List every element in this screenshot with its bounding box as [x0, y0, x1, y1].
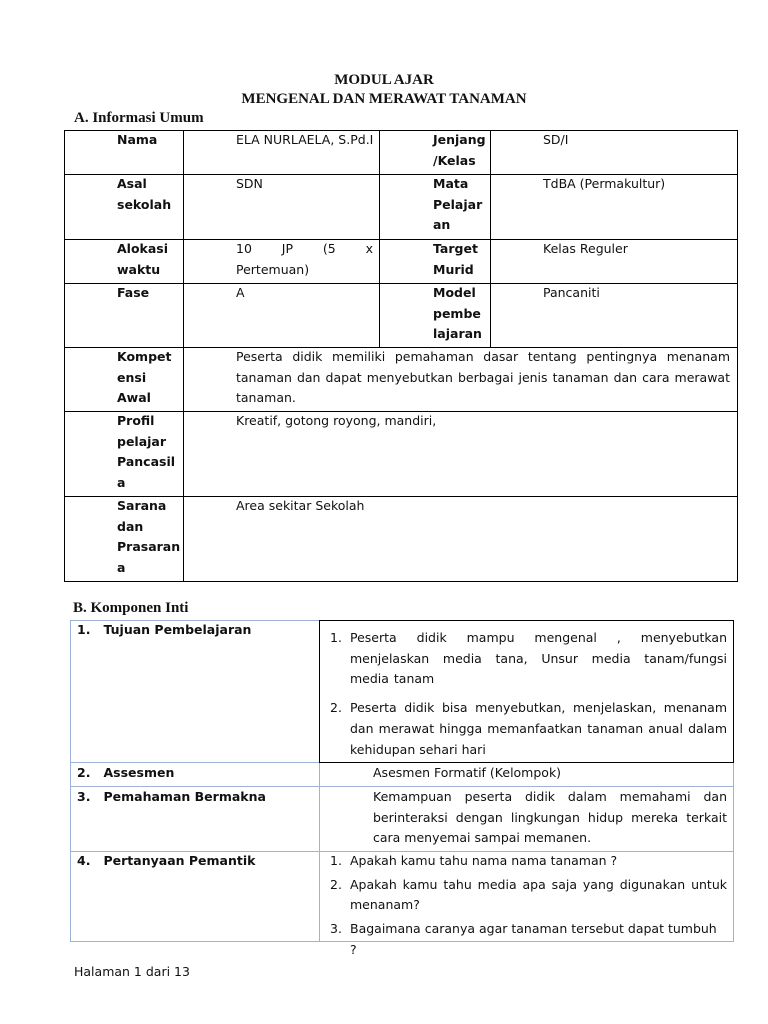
tujuan-pembelajaran-label: 1. Tujuan Pembelajaran: [77, 622, 252, 637]
target-murid-label: [433, 239, 489, 280]
assesmen-value: Asesmen Formatif (Kelompok): [373, 765, 562, 780]
kompetensi-awal-value: Peserta didik memiliki pemahaman dasar tentang pentingnya menanam tanaman dan dapat menyebutkan berbagai jenis tanaman dan cara merawat tanaman.: [236, 349, 730, 406]
label-line: Prasaran: [117, 539, 181, 555]
list-text: Apakah kamu tahu nama nama tanaman ?: [350, 853, 618, 868]
list-number: 1.: [330, 853, 342, 868]
pertanyaan-pemantik-list: [320, 851, 727, 961]
list-number: 2.: [330, 876, 342, 892]
nama-label: [117, 130, 181, 151]
list-item: [320, 851, 727, 872]
profil-pelajar-value: Kreatif, gotong royong, mandiri,: [236, 413, 437, 428]
fase-label: [117, 283, 181, 304]
list-item: [320, 628, 727, 690]
pemahaman-bermakna-value: Kemampuan peserta didik dalam memahami dan berinteraksi dengan lingkungan hidup mereka terkait cara menyemai sampai memanen.: [373, 789, 727, 846]
fase-value: A: [236, 285, 245, 300]
list-item: [320, 875, 727, 916]
label-line: Kompet: [117, 349, 172, 364]
label-line: Model: [433, 285, 476, 300]
assesmen-label: 2. Assesmen: [77, 765, 175, 780]
sarana-prasarana-label: [117, 496, 181, 579]
nama-value: ELA NURLAELA, S.Pd.I: [236, 132, 374, 147]
sarana-prasarana-value: Area sekitar Sekolah: [236, 498, 365, 513]
label-line: an: [433, 217, 451, 233]
document-title: MODUL AJAR: [334, 72, 434, 88]
list-item: [320, 919, 727, 960]
jenjang-label: [433, 130, 489, 171]
label-line: Target: [433, 241, 478, 256]
model-pembelajaran-label: [433, 283, 489, 345]
mata-pelajaran-value: TdBA (Permakultur): [543, 176, 666, 191]
label-line: Sarana: [117, 498, 167, 513]
alokasi-waktu-label: [117, 239, 181, 280]
asal-sekolah-value: SDN: [236, 176, 263, 191]
label-line: a: [117, 475, 126, 491]
list-item: [320, 698, 727, 760]
page-footer: Halaman 1 dari 13: [74, 964, 190, 979]
list-number: 3.: [330, 921, 342, 937]
label-line: waktu: [117, 261, 161, 277]
label-line: sekolah: [117, 196, 172, 212]
list-text: Peserta didik mampu mengenal , menyebutkan menjelaskan media tana, Unsur media tanam/fungsi media tanam: [350, 630, 727, 687]
label-line: pembe: [433, 305, 481, 321]
alokasi-waktu-value: 10 JP (5 x Pertemuan): [236, 241, 373, 277]
target-murid-value: Kelas Reguler: [543, 241, 628, 256]
label-line: a: [117, 560, 126, 576]
list-text: Apakah kamu tahu media apa saja yang digunakan untuk menanam?: [350, 876, 727, 913]
label-line: Asal: [117, 176, 147, 191]
list-number: 1.: [330, 630, 342, 645]
mata-pelajaran-label: [433, 174, 489, 236]
document-subtitle: MENGENAL DAN MERAWAT TANAMAN: [241, 91, 527, 107]
label-line: Nama: [117, 132, 158, 147]
label-line: pelajar: [117, 433, 167, 449]
label-line: Pelajar: [433, 196, 483, 212]
label-line: Murid: [433, 261, 474, 277]
label-line: Alokasi: [117, 241, 169, 256]
label-line: lajaran: [433, 326, 482, 342]
jenjang-value: SD/I: [543, 132, 569, 147]
pemahaman-bermakna-label: 3. Pemahaman Bermakna: [77, 789, 266, 804]
kompetensi-awal-label: [117, 347, 181, 409]
asal-sekolah-label: [117, 174, 181, 215]
label-line: ensi: [117, 369, 147, 385]
pertanyaan-pemantik-label: 4. Pertanyaan Pemantik: [77, 853, 256, 868]
label-line: Pancasil: [117, 454, 176, 470]
label-line: /Kelas: [433, 152, 476, 168]
label-line: Jenjang: [433, 132, 486, 147]
divider: [183, 130, 184, 582]
list-number: 2.: [330, 700, 342, 716]
label-line: dan: [117, 518, 144, 534]
label-line: Fase: [117, 285, 150, 300]
label-line: Profil: [117, 413, 155, 428]
section-b-heading: B. Komponen Inti: [73, 600, 189, 616]
section-a-heading: A. Informasi Umum: [74, 110, 204, 126]
tujuan-pembelajaran-list: [320, 628, 727, 760]
model-pembelajaran-value: Pancaniti: [543, 285, 600, 300]
list-text: Peserta didik bisa menyebutkan, menjelaskan, menanam dan merawat hingga memanfaatkan tanaman anual dalam kehidupan sehari hari: [350, 700, 727, 757]
profil-pelajar-label: [117, 411, 181, 494]
list-text: Bagaimana caranya agar tanaman tersebut dapat tumbuh ?: [350, 921, 717, 957]
label-line: Mata: [433, 176, 469, 191]
label-line: Awal: [117, 390, 151, 406]
